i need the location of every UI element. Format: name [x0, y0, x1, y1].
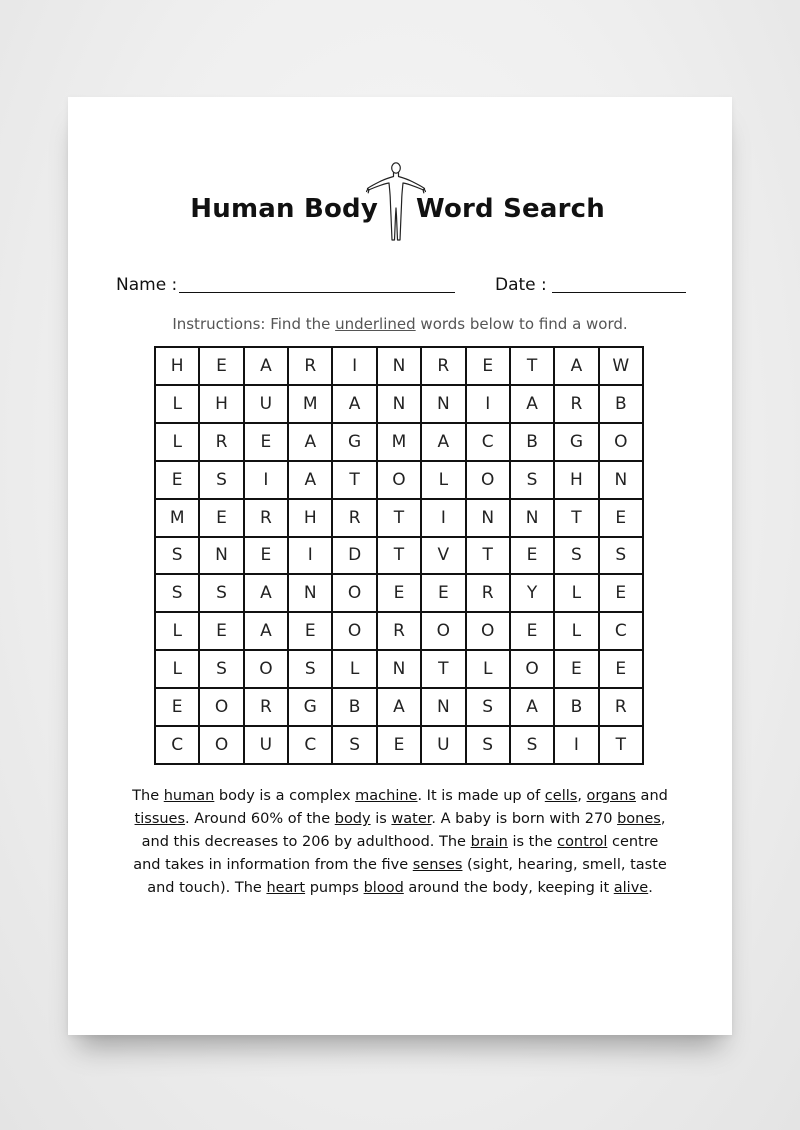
name-input-line[interactable]	[179, 292, 455, 293]
grid-cell[interactable]: N	[599, 461, 643, 499]
grid-cell[interactable]: W	[599, 347, 643, 385]
passage-line	[108, 831, 692, 854]
grid-cell[interactable]: E	[421, 574, 465, 612]
grid-cell[interactable]: S	[510, 726, 554, 764]
grid-cell[interactable]: L	[155, 385, 199, 423]
grid-cell[interactable]: C	[155, 726, 199, 764]
grid-cell[interactable]: N	[377, 385, 421, 423]
grid-row	[155, 726, 643, 764]
grid-cell[interactable]: O	[244, 650, 288, 688]
grid-cell[interactable]: I	[332, 347, 376, 385]
grid-cell[interactable]: I	[554, 726, 598, 764]
grid-row	[155, 347, 643, 385]
grid-cell[interactable]: L	[554, 574, 598, 612]
grid-cell[interactable]: C	[599, 612, 643, 650]
passage-segment: . A baby is born with 270	[431, 811, 618, 827]
grid-cell[interactable]: H	[288, 499, 332, 537]
grid-cell[interactable]: H	[155, 347, 199, 385]
keyword: blood	[363, 880, 404, 896]
grid-cell[interactable]: U	[244, 726, 288, 764]
grid-row	[155, 423, 643, 461]
keyword: cells	[544, 788, 578, 804]
grid-cell[interactable]: H	[199, 385, 243, 423]
passage-text	[108, 785, 692, 900]
grid-cell[interactable]: S	[155, 574, 199, 612]
grid-cell[interactable]: T	[466, 537, 510, 575]
grid-cell[interactable]: E	[554, 650, 598, 688]
grid-cell[interactable]: G	[332, 423, 376, 461]
grid-cell[interactable]: A	[244, 574, 288, 612]
grid-cell[interactable]: L	[554, 612, 598, 650]
grid-cell[interactable]: A	[554, 347, 598, 385]
grid-row	[155, 688, 643, 726]
passage-segment: is	[370, 811, 392, 827]
passage-segment: and	[635, 788, 668, 804]
grid-cell[interactable]: S	[332, 726, 376, 764]
grid-cell[interactable]: O	[199, 688, 243, 726]
grid-cell[interactable]: E	[377, 726, 421, 764]
grid-cell[interactable]: E	[199, 499, 243, 537]
instructions-before: Instructions: Find the	[172, 315, 336, 333]
grid-cell[interactable]: A	[244, 347, 288, 385]
grid-cell[interactable]: E	[288, 612, 332, 650]
grid-cell[interactable]: O	[332, 612, 376, 650]
grid-cell[interactable]: M	[377, 423, 421, 461]
grid-row	[155, 461, 643, 499]
grid-cell[interactable]: R	[244, 688, 288, 726]
grid-cell[interactable]: A	[510, 688, 554, 726]
grid-cell[interactable]: O	[466, 461, 510, 499]
grid-cell[interactable]: I	[466, 385, 510, 423]
grid-cell[interactable]: E	[199, 612, 243, 650]
grid-cell[interactable]: R	[554, 385, 598, 423]
grid-row	[155, 574, 643, 612]
grid-cell[interactable]: E	[599, 499, 643, 537]
passage-segment: centre	[607, 834, 659, 850]
grid-cell[interactable]: S	[199, 461, 243, 499]
grid-cell[interactable]: A	[288, 423, 332, 461]
grid-cell[interactable]: R	[466, 574, 510, 612]
passage-segment: is the	[507, 834, 558, 850]
date-field[interactable]	[495, 273, 695, 297]
grid-cell[interactable]: O	[510, 650, 554, 688]
grid-cell[interactable]: T	[377, 499, 421, 537]
grid-cell[interactable]: L	[466, 650, 510, 688]
grid-cell[interactable]: N	[421, 688, 465, 726]
grid-cell[interactable]: C	[288, 726, 332, 764]
grid-cell[interactable]: O	[466, 612, 510, 650]
grid-cell[interactable]: R	[288, 347, 332, 385]
grid-cell[interactable]: I	[244, 461, 288, 499]
grid-cell[interactable]: T	[421, 650, 465, 688]
grid-cell[interactable]: S	[510, 461, 554, 499]
grid-cell[interactable]: R	[244, 499, 288, 537]
grid-cell[interactable]: E	[510, 612, 554, 650]
keyword: brain	[470, 834, 508, 850]
grid-cell[interactable]: R	[377, 612, 421, 650]
keyword: organs	[586, 788, 636, 804]
grid-cell[interactable]: N	[421, 385, 465, 423]
grid-cell[interactable]: S	[554, 537, 598, 575]
instructions-underlined: underlined	[335, 315, 416, 333]
grid-cell[interactable]: R	[421, 347, 465, 385]
grid-cell[interactable]: E	[199, 347, 243, 385]
grid-row	[155, 612, 643, 650]
grid-cell[interactable]: A	[332, 385, 376, 423]
keyword: senses	[412, 857, 463, 873]
grid-cell[interactable]: R	[599, 688, 643, 726]
word-search-grid	[154, 346, 644, 765]
grid-cell[interactable]: L	[155, 423, 199, 461]
grid-cell[interactable]: E	[155, 688, 199, 726]
date-label: Date :	[495, 275, 547, 295]
grid-cell[interactable]: O	[332, 574, 376, 612]
grid-cell[interactable]: S	[466, 726, 510, 764]
grid-cell[interactable]: A	[288, 461, 332, 499]
grid-cell[interactable]: C	[466, 423, 510, 461]
grid-cell[interactable]: N	[510, 499, 554, 537]
passage-line	[108, 854, 692, 877]
grid-cell[interactable]: S	[466, 688, 510, 726]
passage-segment: ,	[577, 788, 587, 804]
passage-line	[108, 808, 692, 831]
passage-segment: and touch). The	[147, 880, 267, 896]
passage-segment: body is a complex	[214, 788, 356, 804]
passage-segment: and this decreases to 206 by adulthood. The	[141, 834, 471, 850]
grid-cell[interactable]: S	[155, 537, 199, 575]
grid-cell[interactable]: A	[421, 423, 465, 461]
grid-cell[interactable]: E	[244, 537, 288, 575]
grid-cell[interactable]: N	[199, 537, 243, 575]
grid-cell[interactable]: L	[155, 650, 199, 688]
grid-row	[155, 650, 643, 688]
passage-segment: ,	[660, 811, 666, 827]
grid-cell[interactable]: O	[377, 461, 421, 499]
passage-segment: around the body, keeping it	[403, 880, 614, 896]
keyword: human	[163, 788, 215, 804]
keyword: bones	[617, 811, 661, 827]
worksheet-page	[68, 97, 732, 1035]
grid-cell[interactable]: N	[377, 347, 421, 385]
grid-cell[interactable]: T	[554, 499, 598, 537]
grid-cell[interactable]: E	[599, 650, 643, 688]
grid-cell[interactable]: Y	[510, 574, 554, 612]
grid-cell[interactable]: E	[155, 461, 199, 499]
grid-cell[interactable]: A	[510, 385, 554, 423]
keyword: machine	[355, 788, 418, 804]
grid-row	[155, 537, 643, 575]
grid-cell[interactable]: L	[421, 461, 465, 499]
grid-cell[interactable]: I	[421, 499, 465, 537]
grid-cell[interactable]: E	[466, 347, 510, 385]
grid-cell[interactable]: S	[288, 650, 332, 688]
grid-cell[interactable]: T	[332, 461, 376, 499]
grid-cell[interactable]: A	[377, 688, 421, 726]
passage-segment: pumps	[305, 880, 364, 896]
grid-cell[interactable]: B	[599, 385, 643, 423]
grid-cell[interactable]: I	[288, 537, 332, 575]
grid-cell[interactable]: O	[421, 612, 465, 650]
keyword: tissues	[134, 811, 186, 827]
grid-cell[interactable]: U	[421, 726, 465, 764]
passage-segment: .	[648, 880, 653, 896]
passage-segment: (sight, hearing, smell, taste	[462, 857, 667, 873]
passage-segment: The	[132, 788, 164, 804]
keyword: heart	[266, 880, 306, 896]
title-left-text: Human Body	[190, 194, 378, 224]
grid-cell[interactable]: T	[510, 347, 554, 385]
grid-cell[interactable]: G	[554, 423, 598, 461]
grid-cell[interactable]: E	[510, 537, 554, 575]
keyword: control	[557, 834, 608, 850]
grid-cell[interactable]: D	[332, 537, 376, 575]
grid-cell[interactable]: O	[199, 726, 243, 764]
grid-cell[interactable]: S	[599, 537, 643, 575]
grid-cell[interactable]: L	[155, 612, 199, 650]
grid-cell[interactable]: L	[332, 650, 376, 688]
grid-cell[interactable]: B	[332, 688, 376, 726]
grid-cell[interactable]: V	[421, 537, 465, 575]
grid-cell[interactable]: E	[244, 423, 288, 461]
grid-cell[interactable]: B	[510, 423, 554, 461]
keyword: water	[391, 811, 432, 827]
keyword: body	[334, 811, 371, 827]
instructions-text	[68, 313, 732, 335]
worksheet-title	[68, 192, 732, 252]
name-label: Name :	[116, 275, 178, 295]
grid-cell[interactable]: N	[288, 574, 332, 612]
grid-cell[interactable]: S	[199, 650, 243, 688]
grid-cell[interactable]: N	[377, 650, 421, 688]
passage-segment: and takes in information from the five	[133, 857, 413, 873]
grid-cell[interactable]: O	[599, 423, 643, 461]
passage-line	[108, 785, 692, 808]
grid-cell[interactable]: T	[377, 537, 421, 575]
grid-cell[interactable]: R	[332, 499, 376, 537]
name-field[interactable]	[116, 273, 416, 297]
passage-segment: . Around 60% of the	[185, 811, 335, 827]
date-input-line[interactable]	[552, 292, 686, 293]
grid-cell[interactable]: H	[554, 461, 598, 499]
passage-segment: . It is made up of	[417, 788, 545, 804]
grid-cell[interactable]: U	[244, 385, 288, 423]
instructions-after: words below to find a word.	[415, 315, 628, 333]
passage-line	[108, 877, 692, 900]
grid-cell[interactable]: E	[377, 574, 421, 612]
grid-row	[155, 499, 643, 537]
grid-row	[155, 385, 643, 423]
title-right-text: Word Search	[416, 194, 605, 224]
grid-cell[interactable]: R	[199, 423, 243, 461]
grid-cell[interactable]: E	[599, 574, 643, 612]
keyword: alive	[613, 880, 649, 896]
grid-cell[interactable]: N	[466, 499, 510, 537]
grid-cell[interactable]: T	[599, 726, 643, 764]
grid-cell[interactable]: A	[244, 612, 288, 650]
grid-cell[interactable]: M	[155, 499, 199, 537]
grid-cell[interactable]: B	[554, 688, 598, 726]
grid-cell[interactable]: G	[288, 688, 332, 726]
grid-cell[interactable]: S	[199, 574, 243, 612]
grid-cell[interactable]: M	[288, 385, 332, 423]
